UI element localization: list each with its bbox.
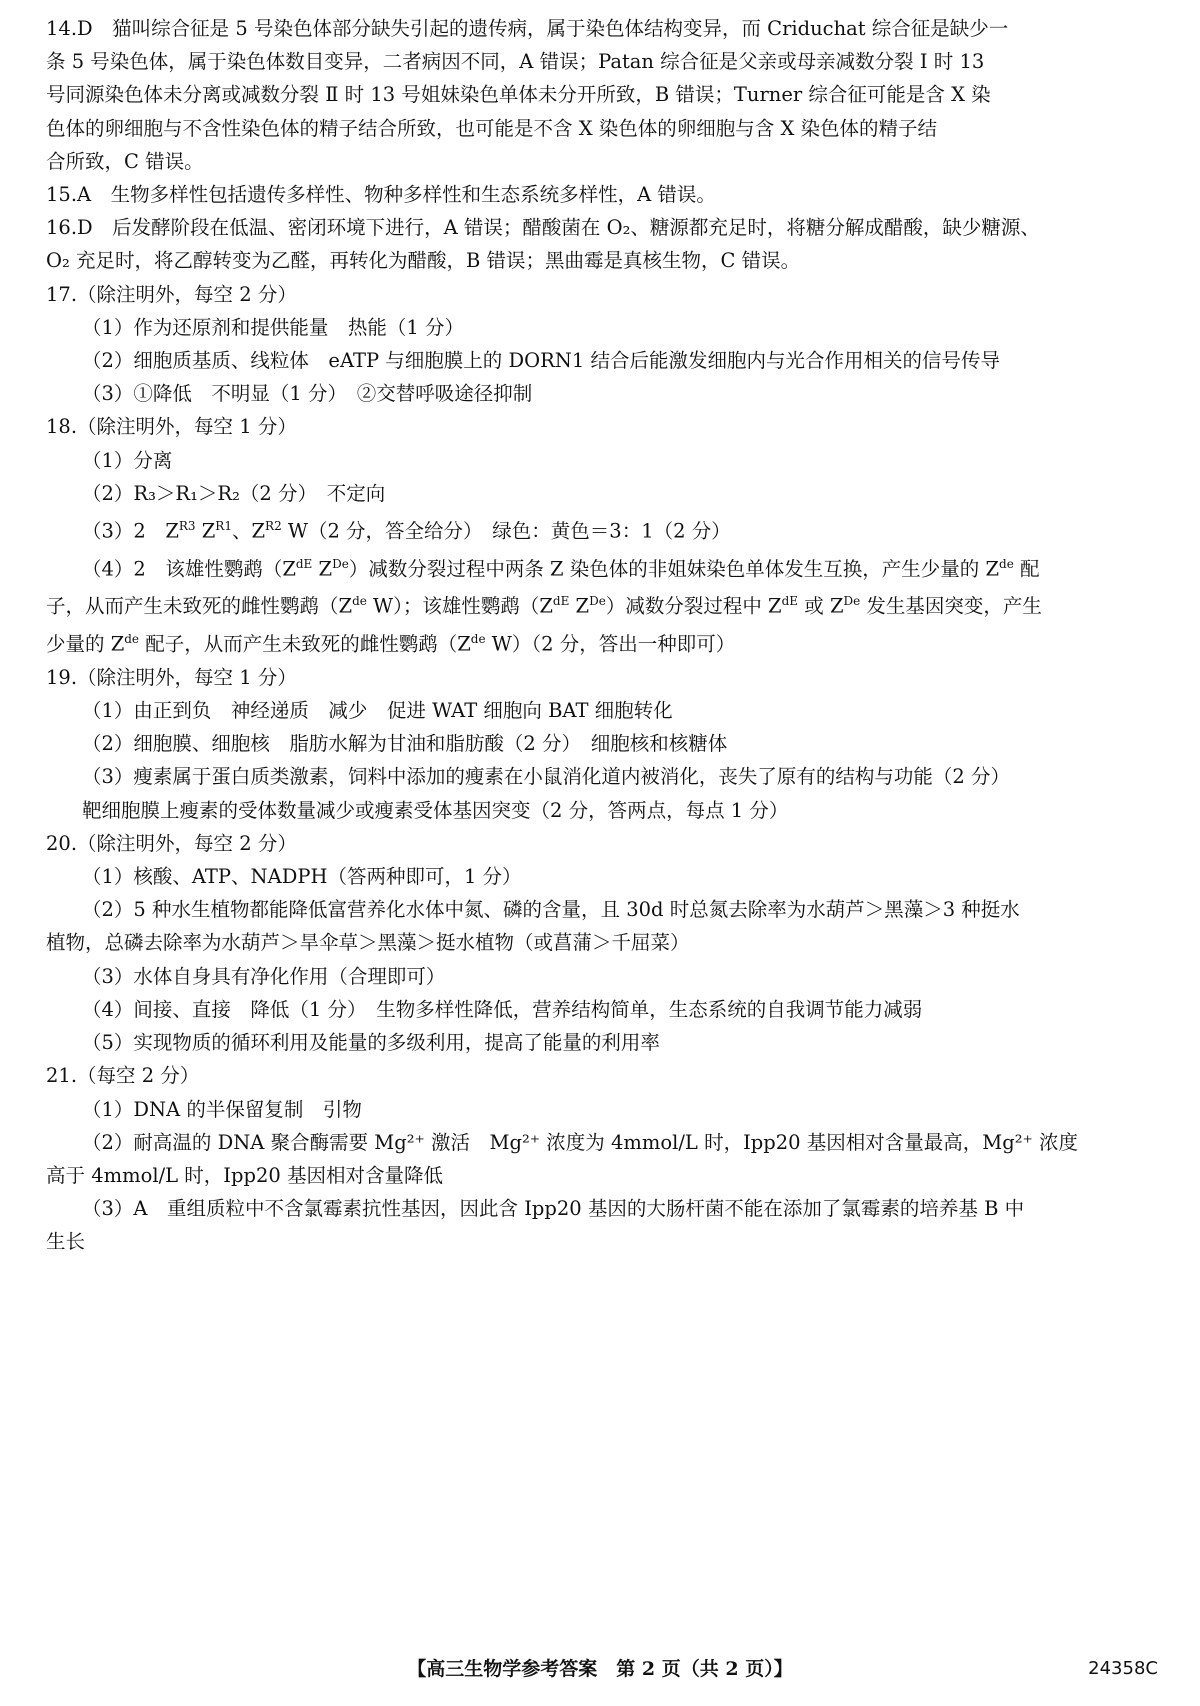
text-line: 靶细胞膜上瘦素的受体数量减少或瘦素受体基因突变（2 分，答两点，每点 1 分） bbox=[82, 798, 789, 822]
text-line: （3）①降低 不明显（1 分） ②交替呼吸途径抑制 bbox=[82, 382, 533, 406]
text-line: O₂ 充足时，将乙醇转变为乙醛，再转化为醋酸，B 错误；黑曲霉是真核生物，C 错误。 bbox=[46, 249, 801, 273]
text-line: （3）A 重组质粒中不含氯霉素抗性基因，因此含 Ipp20 基因的大肠杆菌不能在添加了氯霉素的培养基 B 中 bbox=[82, 1197, 1025, 1221]
text-line: 17.（除注明外，每空 2 分） bbox=[46, 282, 297, 306]
footer-title: 【高三生物学参考答案 第 2 页（共 2 页）】 bbox=[407, 1658, 793, 1680]
text-line: （4）间接、直接 降低（1 分） 生物多样性降低，营养结构简单，生态系统的自我调节能力减弱 bbox=[82, 997, 923, 1021]
text-line: （3）瘦素属于蛋白质类激素，饲料中添加的瘦素在小鼠消化道内被消化，丧失了原有的结构与功能（2 分） bbox=[82, 765, 1011, 789]
text-line: （1）核酸、ATP、NADPH（答两种即可，1 分） bbox=[82, 865, 522, 889]
text-line: （5）实现物质的循环利用及能量的多级利用，提高了能量的利用率 bbox=[82, 1031, 660, 1055]
text-line: 少量的 $Z^{de}$ 配子，从而产生未致死的雌性鹦鹉（$Z^{de}$ W）（2 分，答出一种即可） bbox=[46, 632, 736, 656]
text-line: 色体的卵细胞与不含性染色体的精子结合所致，也可能是不含 X 染色体的卵细胞与含 X 染色体的精子结 bbox=[46, 116, 938, 140]
text-line: 生长 bbox=[46, 1230, 86, 1254]
text-line: 16.D 后发酵阶段在低温、密闭环境下进行，A 错误；醋酸菌在 O₂、糖源都充足时，将糖分解成醋酸，缺少糖源、 bbox=[46, 216, 1040, 240]
text-line: （1）分离 bbox=[82, 448, 173, 472]
text-line: 子，从而产生未致死的雌性鹦鹉（$Z^{de}$ W）；该雄性鹦鹉（$Z^{dE}$ $Z^{De}$）减数分裂过程中 $Z^{dE}$ 或 $Z^{De}$ 发生基因突变，产生 bbox=[46, 594, 1042, 618]
text-line: 21.（每空 2 分） bbox=[46, 1064, 200, 1088]
text-line: （3）水体自身具有净化作用（合理即可） bbox=[82, 964, 446, 988]
text-line: 20.（除注明外，每空 2 分） bbox=[46, 831, 297, 855]
text-line: 植物，总磷去除率为水葫芦＞旱伞草＞黑藻＞挺水植物（或菖蒲＞千屈菜） bbox=[46, 931, 690, 955]
text-line: （2）细胞质基质、线粒体 eATP 与细胞膜上的 DORN1 结合后能激发细胞内与光合作用相关的信号传导 bbox=[82, 349, 1000, 373]
text-line: （1）作为还原剂和提供能量 热能（1 分） bbox=[82, 315, 465, 339]
text-line: 15.A 生物多样性包括遗传多样性、物种多样性和生态系统多样性，A 错误。 bbox=[46, 183, 716, 207]
text-line: （2）R₃＞R₁＞R₂（2 分） 不定向 bbox=[82, 481, 386, 505]
text-line: 号同源染色体未分离或减数分裂 Ⅱ 时 13 号姐妹染色单体未分开所致，B 错误；Turner 综合征可能是含 X 染 bbox=[46, 83, 991, 107]
text-line: （4）2 该雄性鹦鹉（$Z^{dE}$ $Z^{De}$）减数分裂过程中两条 Z 染色体的非姐妹染色单体发生互换，产生少量的 $Z^{de}$ 配 bbox=[82, 556, 1040, 581]
text-line: （3）2 $Z^{R3}$ $Z^{R1}$、$Z^{R2}$ W（2 分，答全给分） 绿色：黄色＝3：1（2 分） bbox=[82, 519, 731, 543]
text-line: 18.（除注明外，每空 1 分） bbox=[46, 415, 297, 439]
text-line: 合所致，C 错误。 bbox=[46, 149, 204, 173]
text-line: （2）耐高温的 DNA 聚合酶需要 Mg²⁺ 激活 Mg²⁺ 浓度为 4mmol/L 时，Ipp20 基因相对含量最高，Mg²⁺ 浓度 bbox=[82, 1130, 1079, 1154]
text-line: 高于 4mmol/L 时，Ipp20 基因相对含量降低 bbox=[46, 1163, 443, 1187]
text-line: 19.（除注明外，每空 1 分） bbox=[46, 665, 297, 689]
answer-text bbox=[46, 12, 1154, 1259]
text-line: （1）由正到负 神经递质 减少 促进 WAT 细胞向 BAT 细胞转化 bbox=[82, 699, 673, 723]
text-line: （1）DNA 的半保留复制 引物 bbox=[82, 1097, 362, 1121]
text-line: 14.D 猫叫综合征是 5 号染色体部分缺失引起的遗传病，属于染色体结构变异，而 Criduchat 综合征是缺少一 bbox=[46, 17, 1009, 40]
text-line: （2）5 种水生植物都能降低富营养化水体中氮、磷的含量，且 30d 时总氮去除率为水葫芦＞黑藻＞3 种挺水 bbox=[82, 898, 1020, 922]
text-line: （2）细胞膜、细胞核 脂肪水解为甘油和脂肪酸（2 分） 细胞核和核糖体 bbox=[82, 732, 728, 756]
page-footer bbox=[0, 1652, 1200, 1686]
doc-code: 24358C bbox=[1088, 1658, 1158, 1679]
text-line: 条 5 号染色体，属于染色体数目变异，二者病因不同，A 错误；Patan 综合征是父亲或母亲减数分裂 Ⅰ 时 13 bbox=[46, 50, 985, 74]
